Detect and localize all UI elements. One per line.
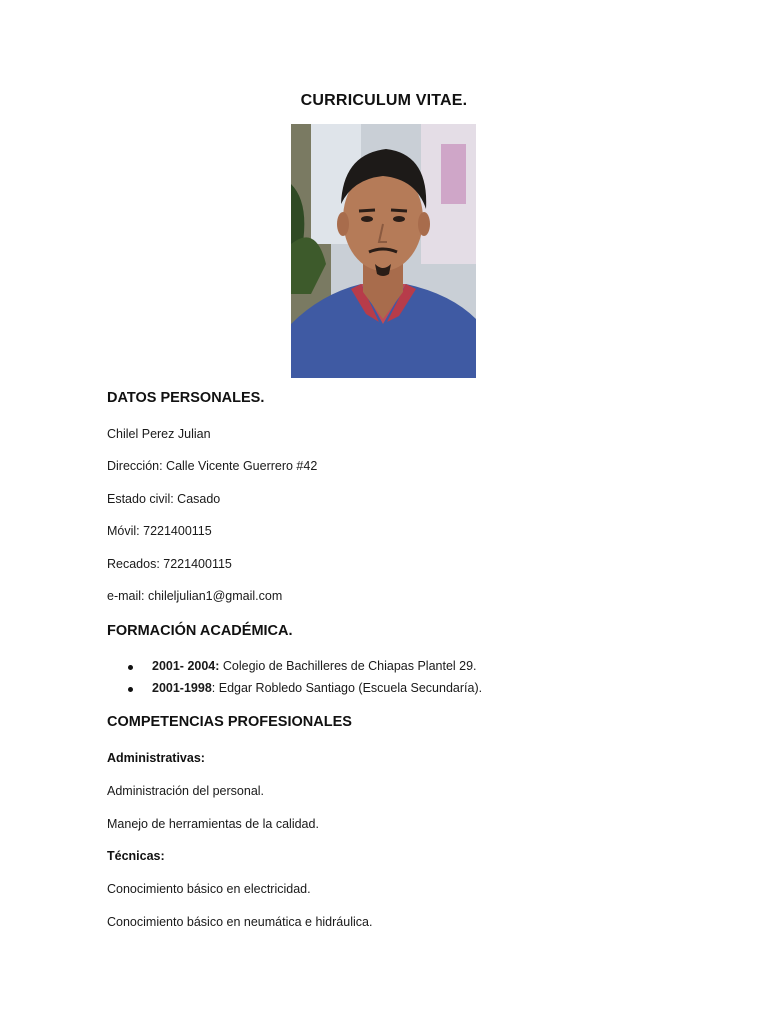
bullet-icon — [128, 665, 133, 670]
competencias-heading: COMPETENCIAS PROFESIONALES — [107, 714, 352, 730]
estado-civil-text: Estado civil: Casado — [107, 492, 221, 506]
bullet-icon — [128, 687, 133, 692]
tecnicas-label: Técnicas: — [107, 849, 165, 863]
profile-photo — [291, 124, 476, 378]
formacion-heading: FORMACIÓN ACADÉMICA. — [107, 623, 293, 639]
competencia-item: Conocimiento básico en neumática e hidráulica. — [107, 915, 373, 929]
movil-text: Móvil: 7221400115 — [107, 524, 212, 538]
school-text: Colegio de Bachilleres de Chiapas Plantel 29. — [219, 659, 477, 673]
datos-personales-heading: DATOS PERSONALES. — [107, 390, 265, 406]
email-text: e-mail: chileljulian1@gmail.com — [107, 589, 283, 603]
competencia-item: Conocimiento básico en electricidad. — [107, 882, 311, 896]
competencia-item: Administración del personal. — [107, 784, 265, 798]
school-text: : Edgar Robledo Santiago (Escuela Secundaría). — [211, 681, 483, 695]
recados-text: Recados: 7221400115 — [107, 557, 232, 571]
nombre-text: Chilel Perez Julian — [107, 427, 211, 441]
years-text: 2001- 2004: — [152, 659, 220, 673]
direccion-text: Dirección: Calle Vicente Guerrero #42 — [107, 459, 318, 473]
competencia-item: Manejo de herramientas de la calidad. — [107, 817, 319, 831]
years-text: 2001-1998 — [152, 681, 212, 695]
page-title: CURRICULUM VITAE. — [300, 92, 468, 109]
administrativas-label: Administrativas: — [107, 751, 205, 765]
